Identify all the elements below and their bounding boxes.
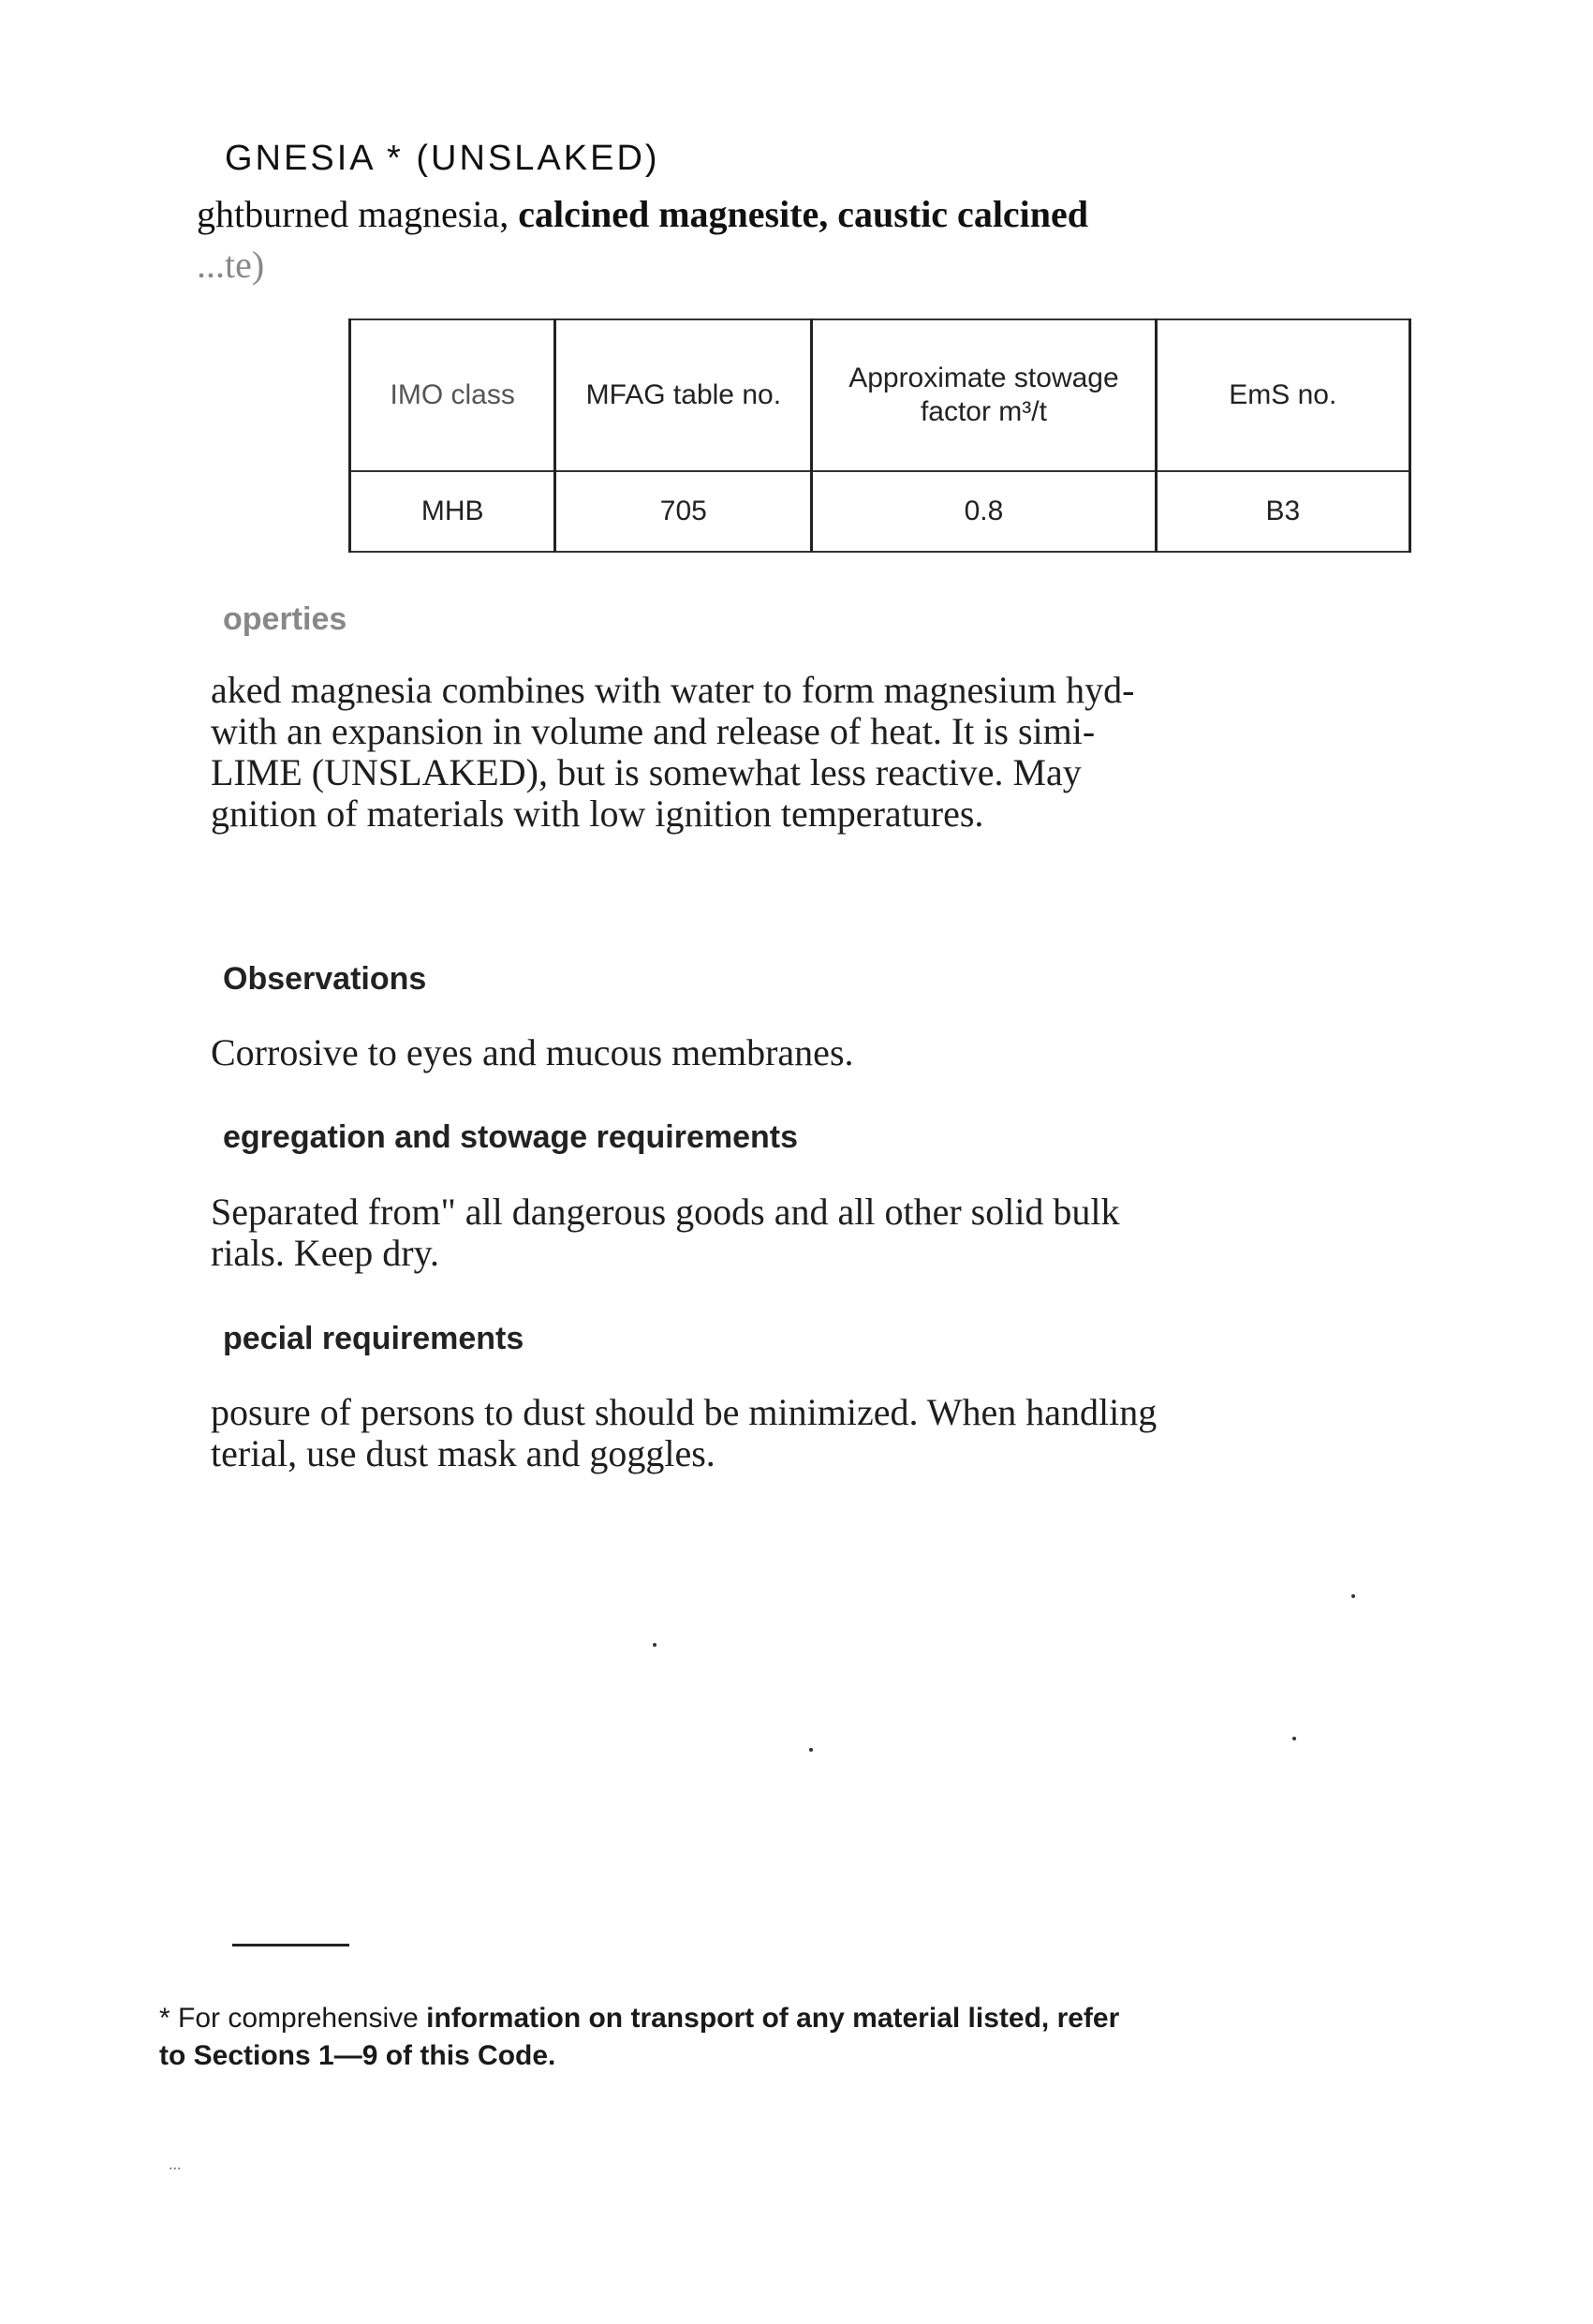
classification-table: [348, 318, 1411, 553]
properties-line-3: LIME (UNSLAKED), but is somewhat less reactive. May: [211, 751, 1082, 793]
cell-imo-class: MHB: [350, 471, 555, 552]
properties-line-1: aked magnesia combines with water to form magnesium hyd-: [211, 669, 1135, 711]
header-stowage-factor: Approximate stowage factor m³/t: [812, 319, 1156, 471]
synonyms-line: [197, 189, 1414, 290]
special-requirements-paragraph: [211, 1392, 1428, 1474]
segregation-paragraph: [211, 1192, 1428, 1274]
cell-ems-no: B3: [1156, 471, 1409, 552]
header-mfag-table-no: MFAG table no.: [555, 319, 812, 471]
segregation-line-1: Separated from" all dangerous goods and all other solid bulk: [211, 1191, 1120, 1233]
observations-text: Corrosive to eyes and mucous membranes.: [211, 1031, 854, 1073]
special-line-1: posure of persons to dust should be minimized. When handling: [211, 1391, 1158, 1433]
table-header-row: [350, 319, 1410, 471]
scan-speck: [1351, 1594, 1355, 1598]
page-number: ...: [169, 2154, 182, 2173]
scan-speck: [653, 1643, 656, 1647]
footnote-line-2: to Sections 1—9 of this Code.: [159, 2040, 556, 2071]
properties-line-4: gnition of materials with low ignition temperatures.: [211, 792, 984, 835]
properties-heading: operties: [223, 601, 347, 637]
synonym-lightburned-magnesia: ghtburned magnesia,: [197, 193, 509, 235]
observations-heading: Observations: [223, 961, 427, 997]
scan-speck: [809, 1748, 813, 1752]
segregation-heading: egregation and stowage requirements: [223, 1119, 799, 1155]
header-ems-no: EmS no.: [1156, 319, 1409, 471]
footnote-lead: For comprehensive: [178, 2003, 419, 2034]
footnote-body: information on transport of any material listed, refer: [426, 2003, 1120, 2034]
cell-mfag-table-no: 705: [555, 471, 812, 552]
special-line-2: terial, use dust mask and goggles.: [211, 1432, 715, 1474]
properties-paragraph: [211, 670, 1428, 835]
scan-speck: [1292, 1737, 1296, 1740]
footnote-marker: *: [159, 2003, 170, 2034]
footnote-separator: [232, 1944, 349, 1947]
special-requirements-heading: pecial requirements: [223, 1321, 524, 1356]
page-title: GNESIA * (UNSLAKED): [225, 139, 660, 178]
segregation-line-2: rials. Keep dry.: [211, 1232, 439, 1274]
synonym-continuation: ...te): [197, 244, 265, 286]
footnote-line-1: [159, 2000, 1452, 2037]
properties-line-2: with an expansion in volume and release of heat. It is simi-: [211, 710, 1096, 752]
table-row: [350, 471, 1410, 552]
cell-stowage-factor: 0.8: [812, 471, 1156, 552]
synonym-calcined-magnesite: calcined magnesite, caustic calcined: [518, 193, 1089, 235]
footnote: [159, 2000, 1452, 2075]
header-imo-class: IMO class: [350, 319, 555, 471]
